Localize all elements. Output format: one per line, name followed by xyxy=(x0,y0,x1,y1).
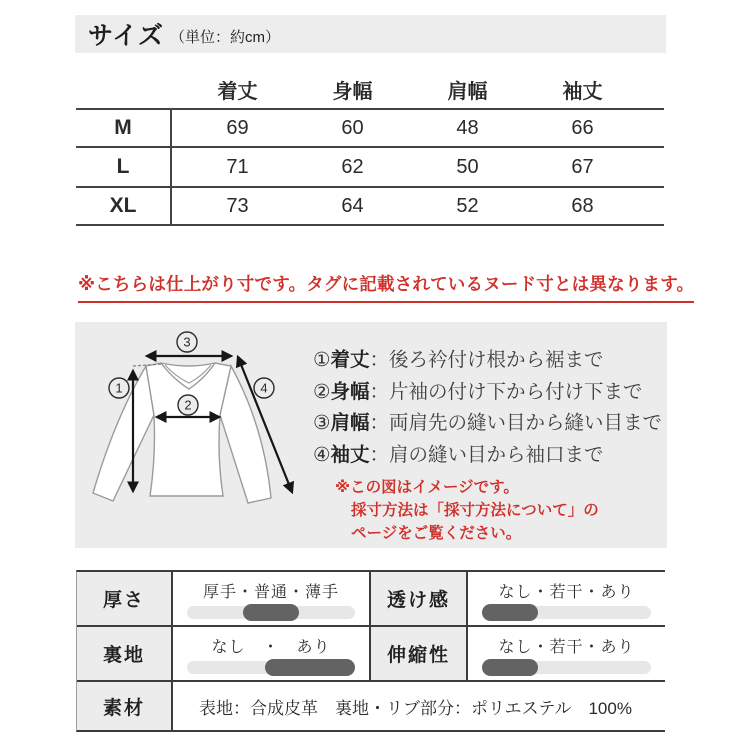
thickness-indicator xyxy=(243,604,299,621)
svg-text:3: 3 xyxy=(183,334,191,350)
marker-2 xyxy=(178,395,198,415)
size-table xyxy=(76,70,664,226)
legend-item-width: ②身幅：片袖の付け下から付け下まで xyxy=(313,380,643,403)
fabric-spec-table xyxy=(76,570,665,732)
spec-cell-lining xyxy=(173,627,371,682)
measurement-legend xyxy=(313,345,662,471)
stretch-indicator xyxy=(482,659,538,676)
size-label-l: L xyxy=(76,148,172,186)
diagram-disclaimer-note xyxy=(335,476,599,545)
sheerness-scale xyxy=(482,606,651,619)
legend-num: ① xyxy=(313,349,331,371)
table-row-xl xyxy=(76,186,664,226)
value-cell: 48 xyxy=(456,116,479,139)
value-cell: 62 xyxy=(341,155,364,178)
marker-3 xyxy=(177,332,197,352)
value-cell: 64 xyxy=(341,194,364,217)
legend-item-sleeve: ④袖丈：肩の縫い目から袖口まで xyxy=(313,443,604,466)
spec-options: 厚手・普通・薄手 xyxy=(202,584,339,601)
value-cell: 60 xyxy=(341,116,364,139)
legend-num: ② xyxy=(313,380,331,403)
legend-num: ③ xyxy=(313,412,331,434)
value-cell: 50 xyxy=(456,155,479,178)
value-cell: 69 xyxy=(226,116,249,139)
svg-text:4: 4 xyxy=(260,380,268,396)
svg-text:1: 1 xyxy=(115,380,123,396)
note-line-1: ※この図はイメージです。 xyxy=(335,479,519,496)
marker-4 xyxy=(254,378,274,398)
spec-label-thickness: 厚さ xyxy=(77,572,173,627)
thickness-scale xyxy=(187,606,355,619)
col-header-length: 着丈 xyxy=(217,80,258,103)
page-title: サイズ xyxy=(88,22,165,50)
size-label-m: M xyxy=(76,110,172,146)
shirt-measurement-diagram xyxy=(83,326,301,544)
value-cell: 71 xyxy=(226,155,249,178)
measurement-diagram-panel xyxy=(75,322,667,548)
legend-item-length: ①着丈：後ろ衿付け根から裾まで xyxy=(313,349,604,371)
sheerness-indicator xyxy=(482,604,538,621)
note-line-3: ページをご覧ください。 xyxy=(351,525,522,542)
value-cell: 73 xyxy=(226,194,249,217)
spec-options: なし・若干・あり xyxy=(498,584,635,601)
spec-label-sheerness: 透け感 xyxy=(371,572,468,627)
col-header-sleeve: 袖丈 xyxy=(562,80,603,103)
spec-cell-stretch xyxy=(468,627,665,682)
value-cell: 68 xyxy=(571,194,594,217)
size-label-xl: XL xyxy=(76,188,172,224)
stretch-scale xyxy=(482,661,651,674)
legend-item-shoulder: ③肩幅：両肩先の縫い目から縫い目まで xyxy=(313,412,663,434)
marker-1 xyxy=(109,378,129,398)
unit-note: （単位：約cm） xyxy=(170,28,281,46)
spec-label-lining: 裏地 xyxy=(77,627,173,682)
table-row-l xyxy=(76,146,664,186)
value-cell: 67 xyxy=(571,155,594,178)
finished-size-note: ※こちらは仕上がり寸です。タグに記載されているヌード寸とは異なります。 xyxy=(78,271,694,303)
note-line-2: 採寸方法は「採寸方法について」の xyxy=(351,502,599,519)
material-value: 表地：合成皮革 裏地・リブ部分：ポリエステル 100% xyxy=(199,698,632,718)
lining-indicator xyxy=(265,659,355,676)
spec-label-stretch: 伸縮性 xyxy=(371,627,468,682)
spec-cell-thickness xyxy=(173,572,371,627)
size-table-header-row xyxy=(76,70,664,108)
spec-options: なし・若干・あり xyxy=(498,639,635,656)
value-cell: 52 xyxy=(456,194,479,217)
col-header-shoulder: 肩幅 xyxy=(447,80,488,103)
value-cell: 66 xyxy=(571,116,594,139)
lining-scale xyxy=(187,661,355,674)
section-title-bar xyxy=(75,15,666,53)
spec-options: なし ・ あり xyxy=(211,639,331,656)
svg-text:2: 2 xyxy=(184,397,192,413)
legend-num: ④ xyxy=(313,443,331,466)
spec-label-material: 素材 xyxy=(77,682,173,730)
spec-cell-sheerness xyxy=(468,572,665,627)
col-header-width: 身幅 xyxy=(332,80,373,103)
table-row-m xyxy=(76,108,664,146)
